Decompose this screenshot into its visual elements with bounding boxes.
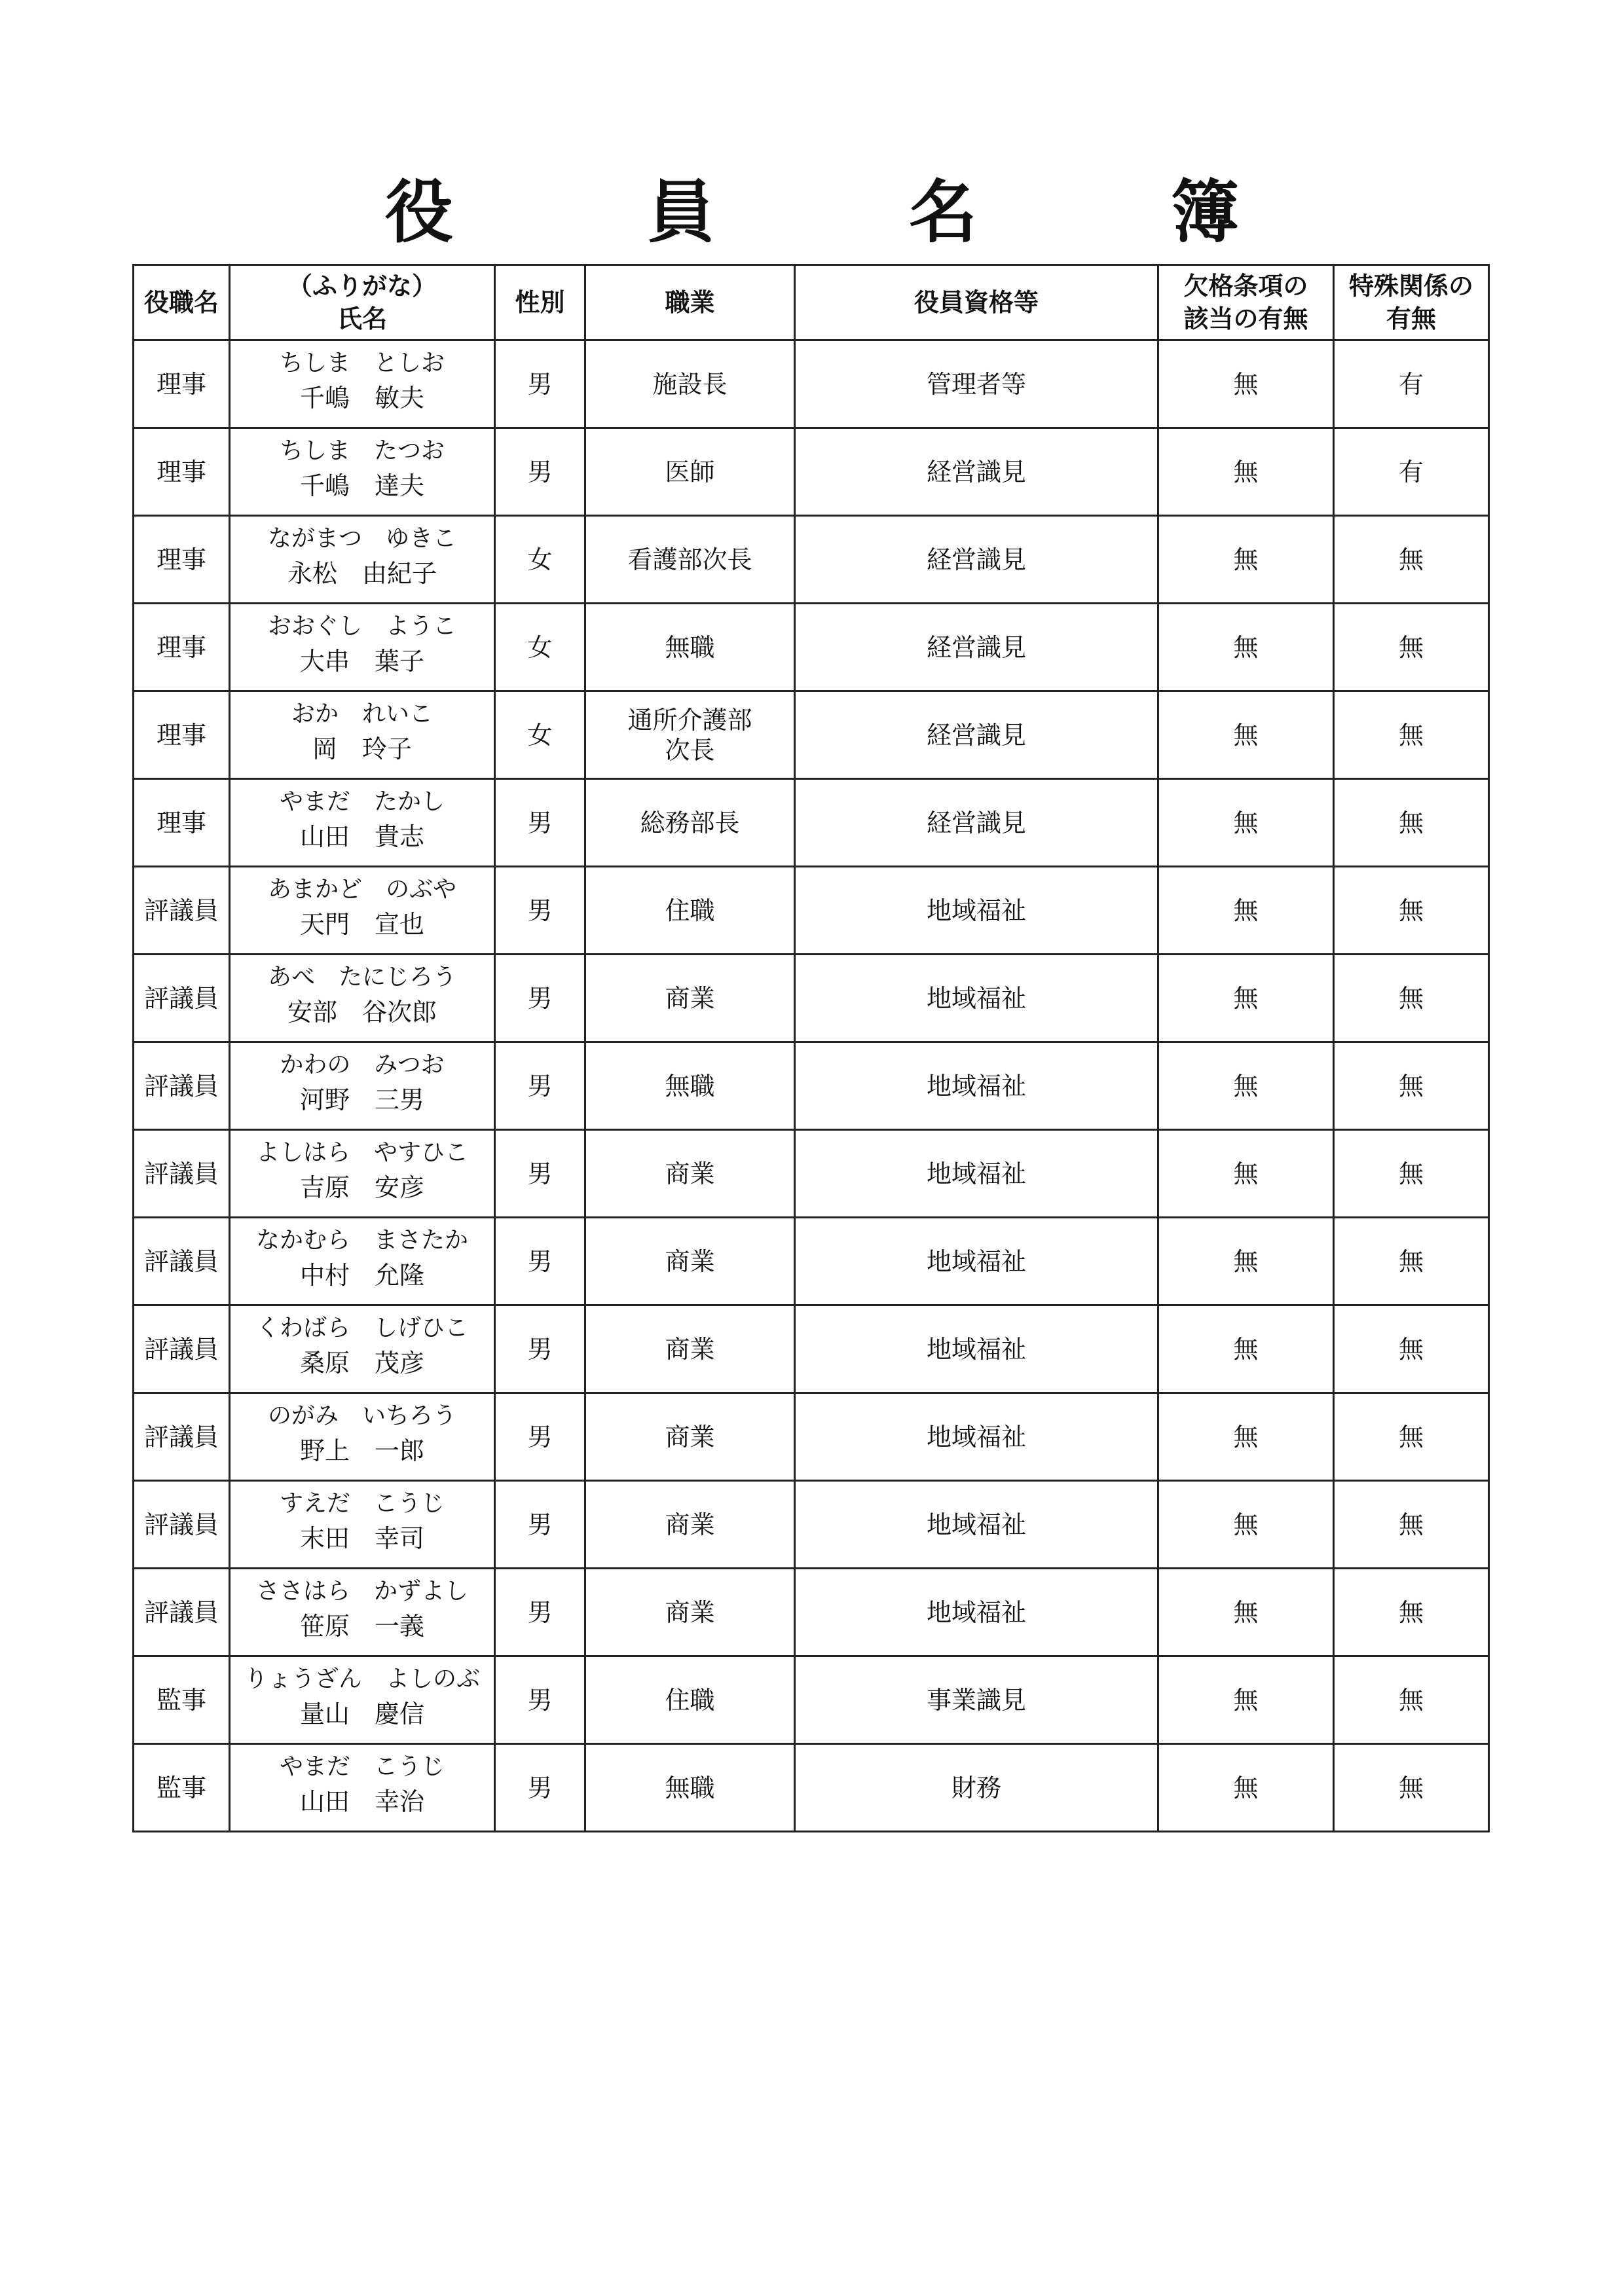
occupation-cell bbox=[585, 1305, 795, 1393]
table-row bbox=[134, 1481, 1489, 1569]
table-row bbox=[134, 1569, 1489, 1656]
role-cell: 理事 bbox=[134, 516, 230, 604]
disqualification-cell: 無 bbox=[1158, 340, 1334, 428]
disqualification-cell: 無 bbox=[1158, 691, 1334, 779]
gender-cell: 女 bbox=[495, 604, 585, 691]
header-qualification: 役員資格等 bbox=[795, 265, 1158, 340]
name-text: 中村 允隆 bbox=[299, 1260, 424, 1290]
name-cell bbox=[230, 604, 495, 691]
qualification-cell: 経営識見 bbox=[795, 516, 1158, 604]
qualification-cell: 地域福祉 bbox=[795, 1481, 1158, 1569]
role-cell: 理事 bbox=[134, 340, 230, 428]
disqualification-cell: 無 bbox=[1158, 1393, 1334, 1481]
special-relation-cell: 無 bbox=[1334, 955, 1489, 1042]
occupation-cell bbox=[585, 955, 795, 1042]
header-disqualification bbox=[1158, 265, 1334, 340]
role-cell: 評議員 bbox=[134, 1393, 230, 1481]
disqualification-cell: 無 bbox=[1158, 1481, 1334, 1569]
qualification-cell: 経営識見 bbox=[795, 691, 1158, 779]
disqualification-cell: 無 bbox=[1158, 1218, 1334, 1305]
occupation-text: 商業 bbox=[665, 1422, 715, 1451]
gender-cell: 男 bbox=[495, 867, 585, 955]
name-text: 永松 由紀子 bbox=[287, 558, 437, 588]
occupation-text: 住職 bbox=[665, 896, 715, 925]
header-occupation: 職業 bbox=[585, 265, 795, 340]
roster-body bbox=[134, 340, 1489, 1832]
role-cell: 理事 bbox=[134, 604, 230, 691]
disqualification-cell: 無 bbox=[1158, 779, 1334, 867]
disqualification-cell: 無 bbox=[1158, 516, 1334, 604]
furigana-text: ちしま たつお bbox=[279, 437, 445, 464]
special-relation-cell: 無 bbox=[1334, 516, 1489, 604]
name-cell bbox=[230, 1130, 495, 1218]
gender-cell: 男 bbox=[495, 1656, 585, 1744]
table-row bbox=[134, 1305, 1489, 1393]
qualification-cell: 地域福祉 bbox=[795, 1393, 1158, 1481]
special-relation-cell: 無 bbox=[1334, 1305, 1489, 1393]
furigana-text: りょうざん よしのぶ bbox=[244, 1665, 480, 1692]
special-relation-cell: 無 bbox=[1334, 1481, 1489, 1569]
gender-cell: 男 bbox=[495, 955, 585, 1042]
name-cell bbox=[230, 1393, 495, 1481]
name-text: 大串 葉子 bbox=[299, 646, 424, 676]
furigana-text: やまだ たかし bbox=[279, 788, 445, 815]
table-row bbox=[134, 691, 1489, 779]
role-cell: 理事 bbox=[134, 428, 230, 516]
special-relation-cell: 無 bbox=[1334, 1569, 1489, 1656]
furigana-text: のがみ いちろう bbox=[267, 1402, 456, 1429]
qualification-cell: 地域福祉 bbox=[795, 1569, 1158, 1656]
disqualification-cell: 無 bbox=[1158, 1656, 1334, 1744]
table-row bbox=[134, 955, 1489, 1042]
disqualification-cell: 無 bbox=[1158, 1042, 1334, 1130]
name-text: 桑原 茂彦 bbox=[299, 1348, 424, 1377]
gender-cell: 男 bbox=[495, 340, 585, 428]
special-relation-cell: 有 bbox=[1334, 428, 1489, 516]
table-row bbox=[134, 1130, 1489, 1218]
name-text: 千嶋 敏夫 bbox=[299, 383, 424, 412]
disqualification-cell: 無 bbox=[1158, 604, 1334, 691]
table-row bbox=[134, 867, 1489, 955]
occupation-cell bbox=[585, 1744, 795, 1832]
role-cell: 評議員 bbox=[134, 1305, 230, 1393]
occupation-text: 施設長 bbox=[652, 369, 728, 399]
header-row bbox=[134, 265, 1489, 340]
occupation-cell bbox=[585, 1042, 795, 1130]
occupation-text: 無職 bbox=[665, 632, 715, 662]
name-cell bbox=[230, 516, 495, 604]
occupation-text: 医師 bbox=[665, 457, 715, 486]
occupation-cell bbox=[585, 1218, 795, 1305]
gender-cell: 男 bbox=[495, 1042, 585, 1130]
special-relation-cell: 無 bbox=[1334, 779, 1489, 867]
gender-cell: 男 bbox=[495, 1218, 585, 1305]
disqualification-cell: 無 bbox=[1158, 1744, 1334, 1832]
occupation-text: 商業 bbox=[665, 1159, 715, 1188]
gender-cell: 男 bbox=[495, 779, 585, 867]
name-cell bbox=[230, 779, 495, 867]
qualification-cell: 地域福祉 bbox=[795, 1130, 1158, 1218]
name-cell bbox=[230, 428, 495, 516]
furigana-text: ながまつ ゆきこ bbox=[267, 524, 456, 552]
occupation-text: 次長 bbox=[665, 735, 715, 765]
disqualification-cell: 無 bbox=[1158, 428, 1334, 516]
occupation-text: 住職 bbox=[665, 1685, 715, 1715]
header-name bbox=[230, 265, 495, 340]
furigana-text: かわの みつお bbox=[280, 1051, 445, 1078]
table-row bbox=[134, 1744, 1489, 1832]
qualification-cell: 経営識見 bbox=[795, 604, 1158, 691]
header-gender: 性別 bbox=[495, 265, 585, 340]
role-cell: 評議員 bbox=[134, 955, 230, 1042]
furigana-text: くわばら しげひこ bbox=[255, 1314, 468, 1341]
table-row bbox=[134, 1042, 1489, 1130]
qualification-cell: 管理者等 bbox=[795, 340, 1158, 428]
role-cell: 評議員 bbox=[134, 1130, 230, 1218]
table-row bbox=[134, 1218, 1489, 1305]
occupation-text: 看護部次長 bbox=[627, 545, 752, 574]
furigana-text: すえだ こうじ bbox=[279, 1489, 445, 1517]
occupation-text: 総務部長 bbox=[640, 808, 740, 837]
special-relation-cell: 無 bbox=[1334, 1042, 1489, 1130]
gender-cell: 男 bbox=[495, 1481, 585, 1569]
name-cell bbox=[230, 1569, 495, 1656]
name-text: 安部 谷次郎 bbox=[287, 997, 437, 1027]
role-cell: 理事 bbox=[134, 691, 230, 779]
gender-cell: 男 bbox=[495, 428, 585, 516]
qualification-cell: 地域福祉 bbox=[795, 1042, 1158, 1130]
role-cell: 監事 bbox=[134, 1744, 230, 1832]
furigana-text: あべ たにじろう bbox=[267, 963, 456, 991]
name-cell bbox=[230, 1305, 495, 1393]
gender-cell: 男 bbox=[495, 1393, 585, 1481]
name-text: 山田 幸治 bbox=[299, 1787, 424, 1816]
header-name-kanji: 氏名 bbox=[337, 304, 387, 333]
qualification-cell: 事業識見 bbox=[795, 1656, 1158, 1744]
occupation-cell bbox=[585, 340, 795, 428]
occupation-cell bbox=[585, 691, 795, 779]
furigana-text: あまかど のぶや bbox=[267, 875, 456, 903]
name-text: 笹原 一義 bbox=[299, 1611, 424, 1641]
furigana-text: よしはら やすひこ bbox=[255, 1139, 468, 1166]
special-relation-cell: 有 bbox=[1334, 340, 1489, 428]
header-special bbox=[1334, 265, 1489, 340]
role-cell: 評議員 bbox=[134, 1481, 230, 1569]
qualification-cell: 地域福祉 bbox=[795, 1305, 1158, 1393]
name-text: 末田 幸司 bbox=[299, 1523, 424, 1553]
disqualification-cell: 無 bbox=[1158, 867, 1334, 955]
occupation-cell bbox=[585, 1569, 795, 1656]
occupation-cell bbox=[585, 1481, 795, 1569]
qualification-cell: 財務 bbox=[795, 1744, 1158, 1832]
role-cell: 理事 bbox=[134, 779, 230, 867]
table-row bbox=[134, 340, 1489, 428]
name-cell bbox=[230, 691, 495, 779]
occupation-cell bbox=[585, 867, 795, 955]
name-text: 天門 宣也 bbox=[299, 909, 424, 939]
special-relation-cell: 無 bbox=[1334, 604, 1489, 691]
disqualification-cell: 無 bbox=[1158, 1569, 1334, 1656]
name-cell bbox=[230, 1481, 495, 1569]
name-text: 岡 玲子 bbox=[312, 734, 412, 763]
name-text: 野上 一郎 bbox=[299, 1436, 424, 1465]
occupation-cell bbox=[585, 428, 795, 516]
name-text: 山田 貴志 bbox=[299, 822, 424, 851]
occupation-cell bbox=[585, 1130, 795, 1218]
occupation-text: 商業 bbox=[665, 1510, 715, 1539]
special-relation-cell: 無 bbox=[1334, 1393, 1489, 1481]
table-row bbox=[134, 604, 1489, 691]
gender-cell: 男 bbox=[495, 1744, 585, 1832]
name-cell bbox=[230, 1744, 495, 1832]
special-relation-cell: 無 bbox=[1334, 1218, 1489, 1305]
occupation-text: 商業 bbox=[665, 1334, 715, 1364]
occupation-cell bbox=[585, 1656, 795, 1744]
name-cell bbox=[230, 340, 495, 428]
table-row bbox=[134, 428, 1489, 516]
name-cell bbox=[230, 1656, 495, 1744]
disqualification-cell: 無 bbox=[1158, 1130, 1334, 1218]
furigana-text: おか れいこ bbox=[291, 700, 433, 727]
header-name-furigana: （ふりがな） bbox=[287, 272, 437, 301]
occupation-text: 商業 bbox=[665, 1247, 715, 1276]
furigana-text: なかむら まさたか bbox=[255, 1226, 468, 1254]
role-cell: 評議員 bbox=[134, 1569, 230, 1656]
role-cell: 評議員 bbox=[134, 867, 230, 955]
name-cell bbox=[230, 955, 495, 1042]
occupation-text: 無職 bbox=[665, 1071, 715, 1101]
name-cell bbox=[230, 867, 495, 955]
header-special-line1: 特殊関係の bbox=[1348, 272, 1473, 301]
qualification-cell: 経営識見 bbox=[795, 779, 1158, 867]
role-cell: 監事 bbox=[134, 1656, 230, 1744]
name-text: 千嶋 達夫 bbox=[299, 471, 424, 500]
header-disqualification-line2: 該当の有無 bbox=[1183, 304, 1308, 333]
name-text: 量山 慶信 bbox=[299, 1699, 424, 1728]
page-title: 役 員 名 簿 bbox=[384, 172, 1302, 252]
header-special-line2: 有無 bbox=[1386, 304, 1436, 333]
occupation-cell bbox=[585, 779, 795, 867]
furigana-text: ちしま としお bbox=[279, 349, 445, 376]
gender-cell: 男 bbox=[495, 1130, 585, 1218]
table-row bbox=[134, 1393, 1489, 1481]
special-relation-cell: 無 bbox=[1334, 1744, 1489, 1832]
gender-cell: 女 bbox=[495, 516, 585, 604]
special-relation-cell: 無 bbox=[1334, 1656, 1489, 1744]
qualification-cell: 地域福祉 bbox=[795, 867, 1158, 955]
special-relation-cell: 無 bbox=[1334, 867, 1489, 955]
header-role: 役職名 bbox=[134, 265, 230, 340]
occupation-text: 商業 bbox=[665, 1597, 715, 1627]
qualification-cell: 地域福祉 bbox=[795, 955, 1158, 1042]
occupation-text: 商業 bbox=[665, 983, 715, 1013]
occupation-text: 通所介護部 bbox=[627, 705, 752, 735]
gender-cell: 男 bbox=[495, 1305, 585, 1393]
occupation-text: 無職 bbox=[665, 1773, 715, 1802]
furigana-text: おおぐし ようこ bbox=[267, 612, 456, 640]
roster-table bbox=[132, 264, 1490, 1832]
name-cell bbox=[230, 1218, 495, 1305]
table-row bbox=[134, 516, 1489, 604]
name-cell bbox=[230, 1042, 495, 1130]
furigana-text: やまだ こうじ bbox=[279, 1753, 445, 1780]
role-cell: 評議員 bbox=[134, 1042, 230, 1130]
gender-cell: 女 bbox=[495, 691, 585, 779]
qualification-cell: 経営識見 bbox=[795, 428, 1158, 516]
name-text: 吉原 安彦 bbox=[299, 1173, 424, 1202]
qualification-cell: 地域福祉 bbox=[795, 1218, 1158, 1305]
occupation-cell bbox=[585, 516, 795, 604]
disqualification-cell: 無 bbox=[1158, 955, 1334, 1042]
disqualification-cell: 無 bbox=[1158, 1305, 1334, 1393]
name-text: 河野 三男 bbox=[299, 1085, 424, 1114]
header-disqualification-line1: 欠格条項の bbox=[1183, 272, 1308, 301]
table-row bbox=[134, 1656, 1489, 1744]
table-row bbox=[134, 779, 1489, 867]
special-relation-cell: 無 bbox=[1334, 1130, 1489, 1218]
gender-cell: 男 bbox=[495, 1569, 585, 1656]
occupation-cell bbox=[585, 604, 795, 691]
furigana-text: ささはら かずよし bbox=[255, 1577, 468, 1605]
occupation-cell bbox=[585, 1393, 795, 1481]
special-relation-cell: 無 bbox=[1334, 691, 1489, 779]
role-cell: 評議員 bbox=[134, 1218, 230, 1305]
